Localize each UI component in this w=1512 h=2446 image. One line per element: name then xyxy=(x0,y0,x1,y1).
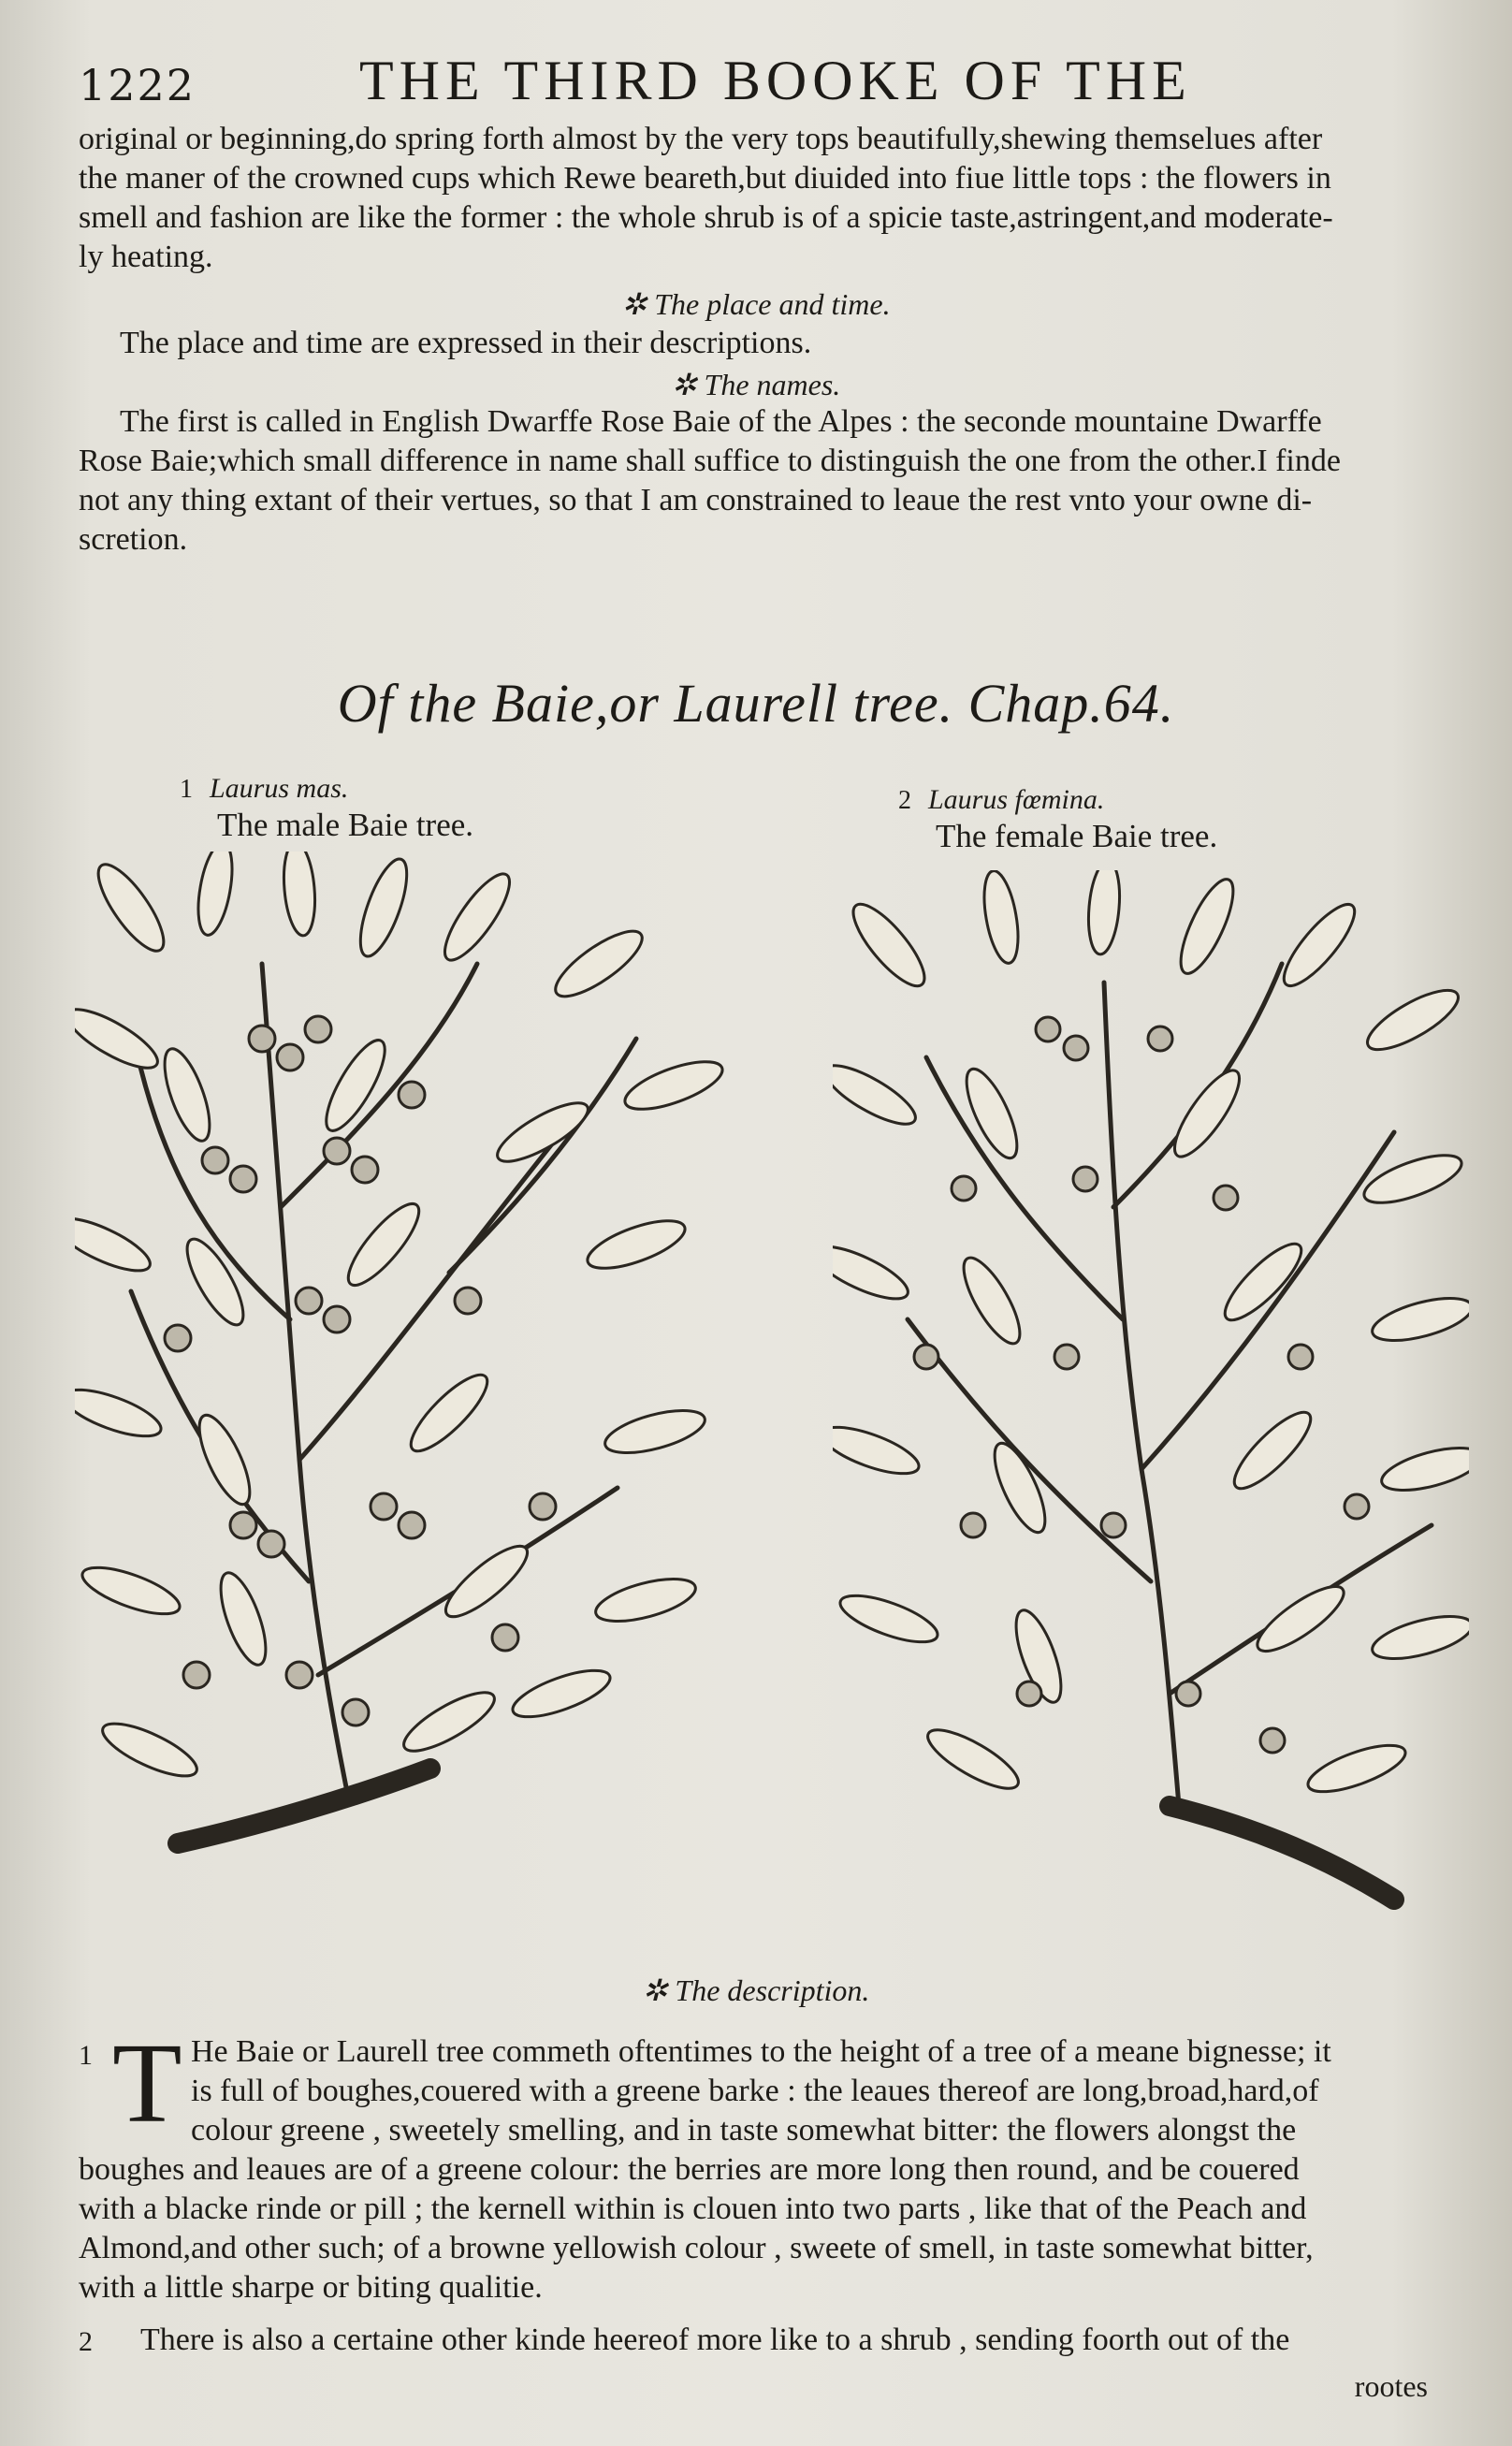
figure-1-caption xyxy=(180,773,473,844)
figure-number: 1 xyxy=(180,775,193,804)
drop-cap: T xyxy=(112,2020,182,2147)
figure-latin-name: Laurus fœmina. xyxy=(928,784,1105,815)
page-header xyxy=(79,49,1454,124)
text-line: is full of boughes,couered with a greene barke : the leaues thereof are long,broad,hard,of xyxy=(191,2074,1319,2108)
text-line: The first is called in English Dwarffe Rose Baie of the Alpes : the seconde mountaine Dwarffe xyxy=(120,404,1322,439)
description-paragraph-2 xyxy=(140,2321,1289,2360)
figure-latin-name: Laurus mas. xyxy=(210,773,349,804)
text-line: colour greene , sweetely smelling, and in taste somewhat bitter: the flowers alongst the xyxy=(191,2113,1297,2148)
male-baie-tree-woodcut xyxy=(75,852,730,1900)
catchword: rootes xyxy=(1354,2369,1428,2403)
text-line: smell and fashion are like the former : the whole shrub is of a spicie taste,astringent,and moderate- xyxy=(79,200,1333,235)
text-line: original or beginning,do spring forth almost by the very tops beautifully,shewing themselues after xyxy=(79,122,1323,156)
text-line: the maner of the crowned cups which Rewe beareth,but diuided into fiue little tops : the flowers in xyxy=(79,161,1331,196)
text-line: The place and time are expressed in their descriptions. xyxy=(120,326,812,360)
paragraph-number: 1 xyxy=(79,2040,93,2071)
paragraph-number: 2 xyxy=(79,2326,93,2357)
place-time-paragraph xyxy=(120,324,811,363)
place-time-heading-text: The place and time. xyxy=(654,287,891,321)
names-paragraph xyxy=(79,402,1341,560)
text-line: Almond,and other such; of a browne yellowish colour , sweete of smell, in taste somewhat bitter, xyxy=(79,2231,1314,2265)
description-heading-text: The description. xyxy=(675,1973,870,2007)
text-line: not any thing extant of their vertues, so that I am constrained to leaue the rest vnto your owne di- xyxy=(79,483,1313,517)
female-baie-tree-woodcut xyxy=(833,870,1469,1918)
text-line: He Baie or Laurell tree commeth oftentimes to the height of a tree of a meane bignesse; it xyxy=(191,2034,1331,2069)
text-line: boughes and leaues are of a greene colour: the berries are more long then round, and be couered xyxy=(79,2152,1300,2187)
ornament-icon: ✲ xyxy=(671,368,697,401)
text-line: There is also a certaine other kinde heereof more like to a shrub , sending foorth out of the xyxy=(140,2322,1290,2357)
figure-english-name: The male Baie tree. xyxy=(217,807,474,843)
text-line: with a little sharpe or biting qualitie. xyxy=(79,2270,543,2305)
figure-english-name: The female Baie tree. xyxy=(936,818,1218,854)
names-heading xyxy=(0,367,1512,402)
page-number: 1222 xyxy=(79,60,196,110)
chapter-title: Of the Baie,or Laurell tree. Chap.64. xyxy=(337,673,1175,734)
top-paragraph xyxy=(79,120,1333,277)
text-line: Rose Baie;which small difference in name shall suffice to distinguish the one from the other.I finde xyxy=(79,444,1341,478)
figure-2-caption xyxy=(898,784,1217,855)
names-heading-text: The names. xyxy=(704,368,841,401)
description-heading xyxy=(0,1973,1512,2008)
ornament-icon: ✲ xyxy=(621,287,647,321)
text-line: scretion. xyxy=(79,522,188,557)
ornament-icon: ✲ xyxy=(642,1973,668,2007)
text-line: ly heating. xyxy=(79,240,213,274)
description-paragraph-1 xyxy=(79,2020,1331,2308)
text-line: with a blacke rinde or pill ; the kernell within is clouen into two parts , like that of the Peach and xyxy=(79,2191,1307,2226)
place-time-heading xyxy=(0,286,1512,322)
figure-number: 2 xyxy=(898,786,911,815)
running-head: THE THIRD BOOKE OF THE xyxy=(359,50,1192,111)
